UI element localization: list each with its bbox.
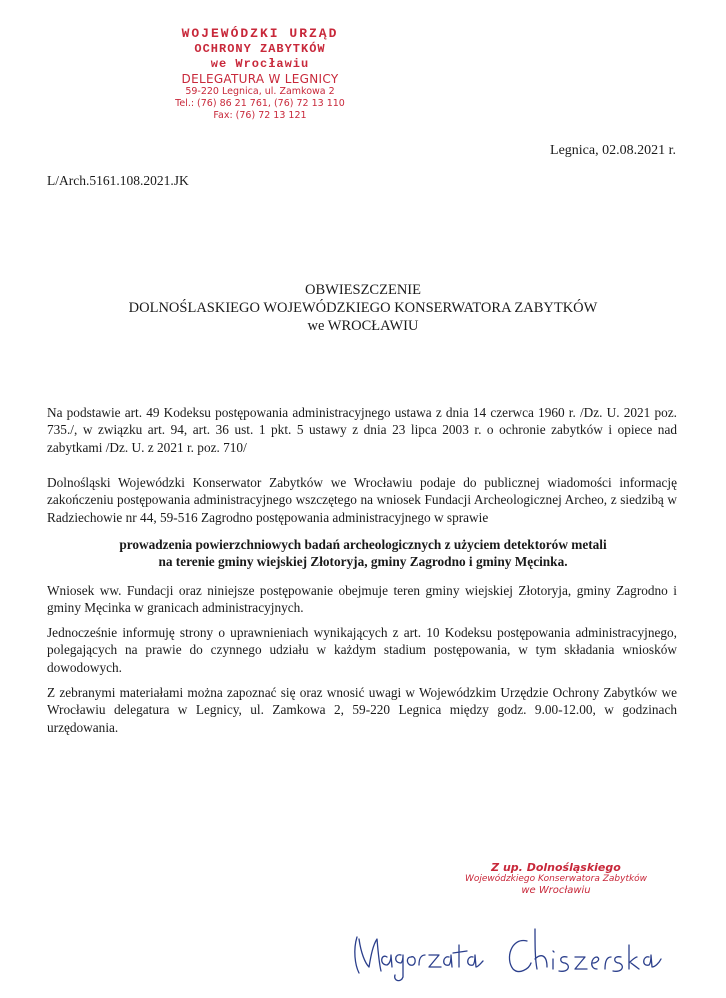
signature-stamp-line-1: Z up. Dolnośląskiego: [491, 861, 621, 874]
reference-number: L/Arch.5161.108.2021.JK: [47, 173, 189, 188]
title-line-2: DOLNOŚLASKIEGO WOJEWÓDZKIEGO KONSERWATORA ZABYTKÓW: [128, 300, 598, 316]
document-title: [0, 281, 726, 335]
paragraph-rights: Jednocześnie informuję strony o uprawnieniach wynikających z art. 10 Kodeksu postępowania administracyjnego, polegających na prawie do czynnego udziału w każdym stadium postępowania, w tym składania wniosków dowodowych.: [47, 625, 677, 675]
stamp-line-5: 59-220 Legnica, ul. Zamkowa 2: [185, 86, 335, 97]
subject-line-2: na terenie gminy wiejskiej Złotoryja, gminy Zagrodno i gminy Męcinka.: [158, 554, 568, 570]
office-stamp: [150, 26, 370, 122]
stamp-line-3: we Wrocławiu: [210, 57, 310, 71]
title-line-3: we WROCŁAWIU: [307, 318, 419, 334]
stamp-line-1: WOJEWÓDZKI URZĄD: [181, 26, 339, 41]
handwritten-signature: [345, 915, 665, 985]
document-date: Legnica, 02.08.2021 r.: [550, 143, 676, 158]
stamp-line-2: OCHRONY ZABYTKÓW: [194, 42, 326, 56]
paragraph-announcement: Dolnośląski Wojewódzki Konserwator Zabytków we Wrocławiu podaje do publicznej wiadomości informację zakończeniu postępowania administracyjnego wszczętego na wniosek Fundacji Archeologicznej Archeo, z siedzibą w Radziechowie nr 44, 59-516 Zagrodno postępowania administracyjnego w sprawie: [47, 475, 677, 525]
signature-stamp-line-3: we Wrocławiu: [521, 885, 591, 896]
title-line-1: OBWIESZCZENIE: [305, 282, 421, 298]
subject-line-1: prowadzenia powierzchniowych badań archeologicznych z użyciem detektorów metali: [119, 537, 607, 552]
stamp-line-7: Fax: (76) 72 13 121: [213, 110, 307, 121]
stamp-line-4: DELEGATURA W LEGNICY: [181, 72, 339, 86]
signature-stamp: [456, 862, 656, 896]
signature-stamp-line-2: Wojewódzkiego Konserwatora Zabytków: [464, 874, 648, 884]
paragraph-materials: Z zebranymi materiałami można zapoznać się oraz wnosić uwagi w Wojewódzkim Urzędzie Ochrony Zabytków we Wrocławiu delegatura w Legnicy, ul. Zamkowa 2, 59-220 Legnica między godz. 9.00-12.00, w godzinach urzędowania.: [47, 685, 677, 735]
subject-emphasis: [0, 536, 726, 571]
paragraph-scope: Wniosek ww. Fundacji oraz niniejsze postępowanie obejmuje teren gminy wiejskiej Złotoryja, gminy Zagrodno i gminy Męcinka w granicach administracyjnych.: [47, 583, 677, 616]
paragraph-legal-basis: Na podstawie art. 49 Kodeksu postępowania administracyjnego ustawa z dnia 14 czerwca 1960 r. /Dz. U. 2021 poz. 735./, w związku art. 94, art. 36 ust. 1 pkt. 5 ustawy z dnia 23 lipca 2003 r. o ochronie zabytków i opiece nad zabytkami /Dz. U. z 2021 r. poz. 710/: [47, 405, 677, 455]
stamp-line-6: Tel.: (76) 86 21 761, (76) 72 13 110: [175, 98, 345, 109]
